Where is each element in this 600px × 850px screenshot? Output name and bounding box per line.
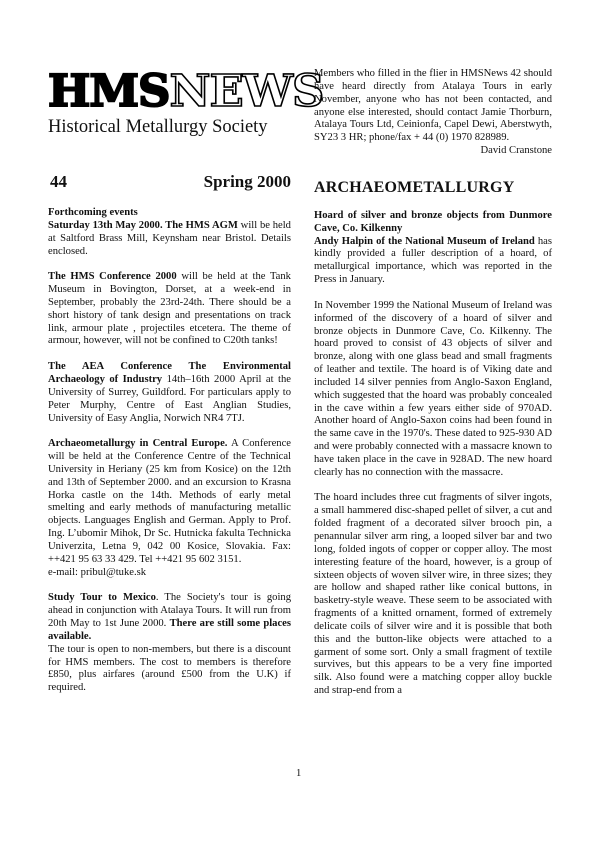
aea-conference-notice — [48, 361, 291, 425]
mexico-tour-notice — [48, 592, 291, 643]
mexico-availability: There are still some places available. — [48, 618, 291, 642]
central-europe-text: A Conference will be held at the Conference Centre of the Technical University in Heriany (25 km from Kosice) on the 12th and 13th of September 2000. and an excursion to Krasna Horka castle on the 14th. Methods of early metal smelting and early methods of manufacturing metallic objects. Languages English and German. Apply to Prof. Ing. L’ubomir Mihok, Dr Sc. Hutnicka fakulta Technicka Univerzita, Letna 9, 042 00 Kosice, Slovakia. Fax: ++421 95 63 33 429. Tel ++421 95 602 3151. — [48, 438, 291, 565]
forthcoming-heading: Forthcoming events — [48, 207, 138, 218]
society-name: Historical Metallurgy Society — [48, 117, 268, 137]
aea-conference-bold: The AEA Conference The Environmental Archaeology of Industry — [48, 361, 291, 385]
central-europe-notice — [48, 438, 291, 579]
hoard-author: Andy Halpin of the National Museum of Ireland — [314, 235, 535, 247]
mexico-tour-text: . The Society's tour is going ahead in conjunction with Atalaya Tours. It will run from 20th May to 1st June 2000. — [48, 592, 291, 629]
agm-notice — [48, 220, 291, 259]
contact-email[interactable]: e-mail: pribul@tuke.sk — [48, 566, 147, 578]
page-number: 1 — [296, 768, 302, 779]
logo-outline-text: NEWS — [169, 66, 324, 117]
hms-conference-notice — [48, 271, 291, 348]
left-column — [48, 64, 324, 708]
author-signature: David Cranstone — [480, 145, 552, 157]
mexico-tour-cost: The tour is open to non-members, but there is a discount for HMS members. The cost to members is therefore £850, plus airfares (around £500 from the U.K) if required. — [48, 643, 291, 694]
central-europe-bold: Archaeometallurgy in Central Europe. — [48, 438, 228, 450]
hms-conference-bold: The HMS Conference 2000 — [48, 271, 177, 283]
hoard-title: Hoard of silver and bronze objects from Dunmore Cave, Co. Kilkenny — [314, 209, 552, 234]
right-column — [314, 68, 552, 711]
issue-season: Spring 2000 — [203, 172, 291, 191]
hmsnews-logo — [48, 66, 324, 117]
hms-conference-text: will be held at the Tank Museum in Bovington, Dorset, at a week-end in September, probably the 23rd-24th. There should be a short history of tank design and presentations on track link, armour plate , projectiles etcetera. The theme of armour, however, will not be confined to C20th tanks! — [48, 271, 291, 347]
section-title-archaeometallurgy: ARCHAEOMETALLURGY — [314, 178, 515, 196]
agm-text: will be held at Saltford Brass Mill, Keynsham near Bristol. Details enclosed. — [48, 219, 291, 257]
hoard-paragraph-2: The hoard includes three cut fragments of silver ingots, a small hammered disc-shaped pellet of silver, a cut and folded fragment of a decorated silver brooch pin, a penannular silver arm ring, a looped silver bar and two long, folded ingots of copper or copper alloy. The most interesting feature of the hoard, however, is a group of sixteen objects of woven silver wire, in three sizes; they are hollow and shaped rather like conical buttons, in basketry-style weave. These seem to be associated with fragments of a knitted ornament, formed of extremely delicate coils of silver wire and it is possible that both this and the button-like objects were attached to a garment of some sort. Only a small fragment of textile survives, but this appears to be a very fine imported silk. Also found were a matching copper alloy buckle and strap-end from a — [314, 492, 552, 697]
issue-number: 44 — [50, 172, 67, 191]
mexico-tour-bold: Study Tour to Mexico — [48, 592, 156, 604]
atalaya-contact-text: Members who filled in the flier in HMSNews 42 should have heard directly from Atalaya Tours in early November, anyone who has not been contacted, and anyone else interested, should contact Jamie Thorburn, Atalaya Tours Ltd, Ceinionfa, Capel Dewi, Aberstwyth, SY23 3 HR; phone/fax + 44 (0) 1970 828989. — [314, 68, 552, 144]
issue-line — [48, 172, 291, 192]
logo-solid-text: HMS — [48, 66, 170, 117]
hoard-paragraph-1: In November 1999 the National Museum of Ireland was informed of the discovery of a hoard of silver and bronze objects in Dunmore Cave, Co. Kilkenny. The hoard proved to consist of 43 objects of silver and bronze, along with one glass bead and small fragments of leather and textile. The hoard is of Viking date and included 14 silver pennies from Anglo-Saxon England, which suggested that the hoard was probably concealed in the cave within a few years either side of 970AD. Another hoard of Anglo-Saxon coins had been found in the same cave in the 1970's. These dated to 925-930 AD and were probably connected with a massacre known to have taken place in the cave in 928AD. The new hoard clearly has no connection with the massacre. — [314, 299, 552, 478]
aea-conference-text: 14th–16th 2000 April at the University of Surrey, Guildford. For particulars apply to Peter Murphy, Centre of East Anglian Studies, University of Easy Anglia, Norwich NR4 7TJ. — [48, 373, 291, 424]
hoard-intro — [314, 236, 552, 287]
agm-bold: Saturday 13th May 2000. The HMS AGM — [48, 219, 238, 231]
hoard-intro-text: has kindly provided a fuller description of a hoard, of metallurgical importance, which was reported in the Press in January. — [314, 235, 552, 286]
